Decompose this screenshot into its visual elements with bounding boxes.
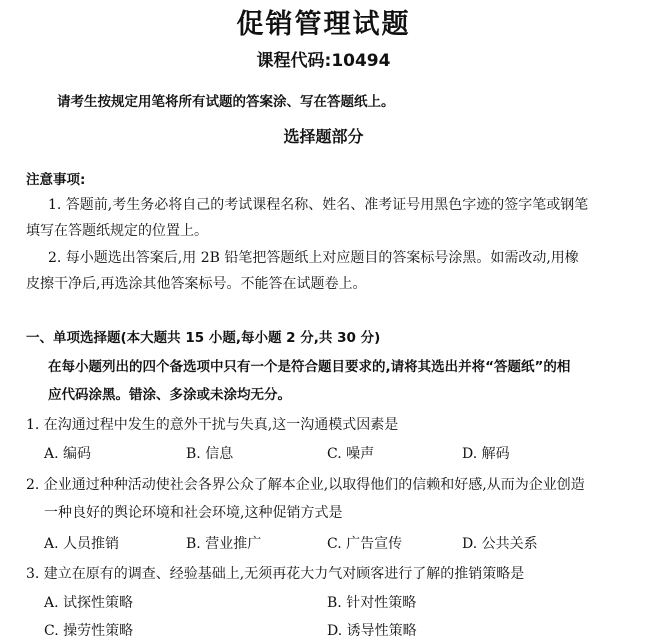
question-2-option-a: A. 人员推销	[44, 536, 120, 552]
part1-heading: 一、单项选择题(本大题共 15 小题,每小题 2 分,共 30 分)	[26, 330, 381, 346]
question-3-stem: 3. 建立在原有的调查、经验基础上,无须再花大力气对顾客进行了解的推销策略是	[26, 566, 525, 582]
question-3-option-c: C. 操劳性策略	[44, 623, 134, 639]
part1-desc-line-2: 应代码涂黑。错涂、多涂或未涂均无分。	[48, 387, 291, 403]
question-1-option-c: C. 噪声	[327, 446, 375, 462]
page-title: 促销管理试题	[236, 9, 411, 40]
section-title: 选择题部分	[283, 127, 364, 146]
question-2-option-d: D. 公共关系	[462, 536, 538, 552]
note-1-line-2: 填写在答题纸规定的位置上。	[26, 223, 208, 239]
exam-instruction: 请考生按规定用笔将所有试题的答案涂、写在答题纸上。	[57, 94, 395, 110]
question-3-option-a: A. 试探性策略	[44, 595, 134, 611]
question-1-stem: 1. 在沟通过程中发生的意外干扰与失真,这一沟通模式因素是	[26, 417, 399, 433]
notes-heading: 注意事项:	[26, 172, 86, 188]
course-code: 课程代码:10494	[256, 51, 391, 71]
note-2-line-1: 2. 每小题选出答案后,用 2B 铅笔把答题纸上对应题目的答案标号涂黑。如需改动,用橡	[48, 250, 579, 266]
question-3-option-d: D. 诱导性策略	[327, 623, 417, 639]
question-1-option-d: D. 解码	[462, 446, 510, 462]
part1-desc-line-1: 在每小题列出的四个备选项中只有一个是符合题目要求的,请将其选出并将“答题纸”的相	[48, 359, 571, 375]
question-3-option-b: B. 针对性策略	[327, 595, 417, 611]
question-2-option-b: B. 营业推广	[186, 536, 262, 552]
question-2-stem-line-2: 一种良好的舆论环境和社会环境,这种促销方式是	[44, 505, 343, 521]
question-1-option-a: A. 编码	[44, 446, 92, 462]
question-2-option-c: C. 广告宣传	[327, 536, 403, 552]
question-1-option-b: B. 信息	[186, 446, 234, 462]
question-2-stem-line-1: 2. 企业通过种种活动使社会各界公众了解本企业,以取得他们的信赖和好感,从而为企业创造	[26, 477, 585, 493]
note-2-line-2: 皮擦干净后,再选涂其他答案标号。不能答在试题卷上。	[26, 276, 367, 292]
note-1-line-1: 1. 答题前,考生务必将自己的考试课程名称、姓名、准考证号用黑色字迹的签字笔或钢笔	[48, 197, 589, 213]
